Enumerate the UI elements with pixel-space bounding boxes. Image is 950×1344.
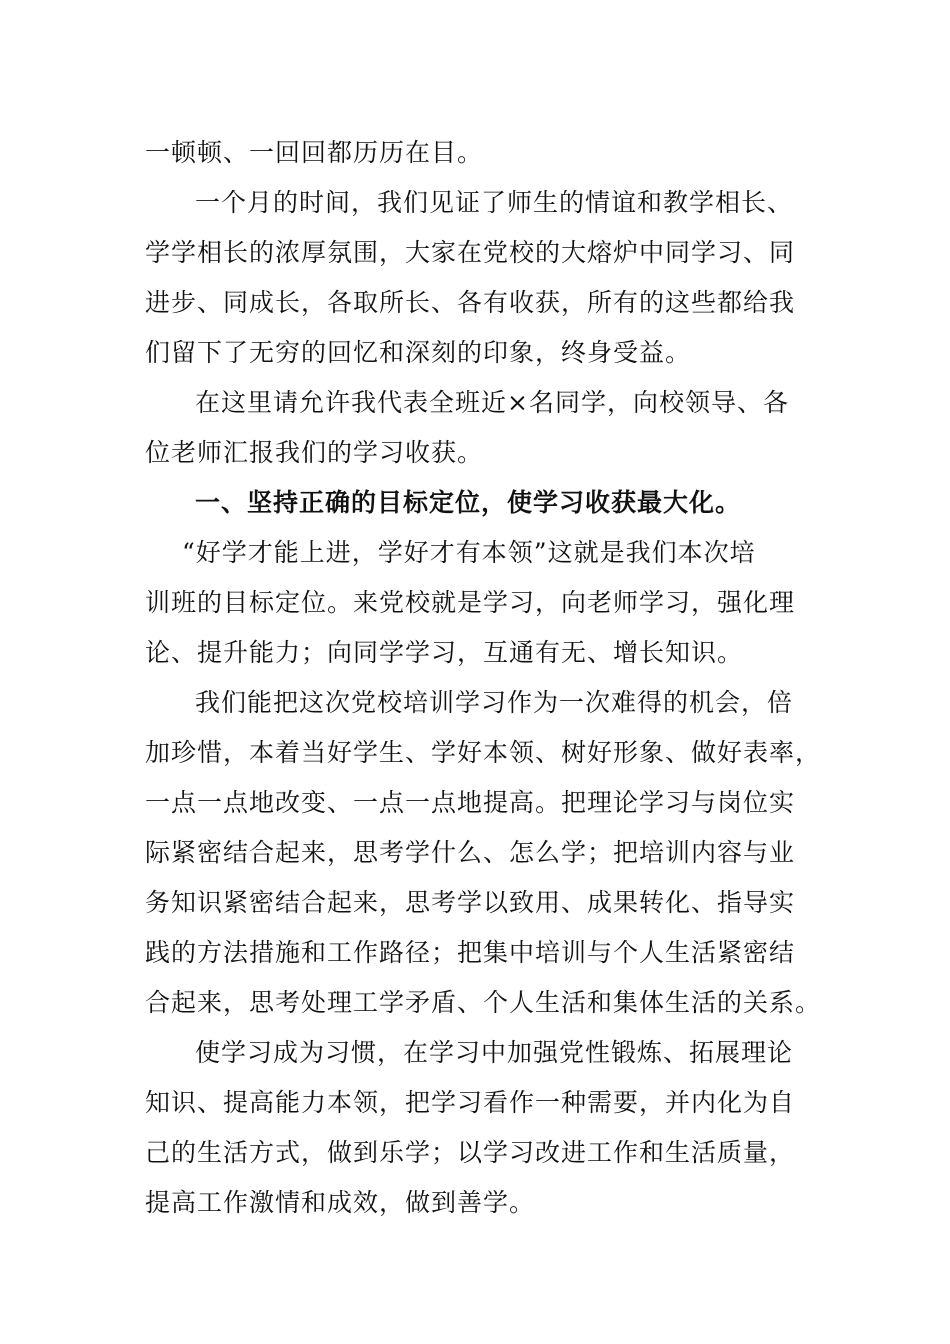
text-line-12: 我们能把这次党校培训学习作为一次难得的机会，倍: [195, 688, 794, 717]
text-line-3: 学学相长的浓厚氛围，大家在党校的大熔炉中同学习、同: [145, 238, 796, 267]
text-line-7: 位老师汇报我们的学习收获。: [145, 438, 484, 467]
text-line-2: 一个月的时间，我们见证了师生的情谊和教学相长、: [195, 188, 794, 217]
text-line-21: 己的生活方式，做到乐学；以学习改进工作和生活质量，: [145, 1138, 796, 1167]
text-line-22: 提高工作激情和成效，做到善学。: [145, 1188, 536, 1217]
text-line-18: 合起来，思考处理工学矛盾、个人生活和集体生活的关系。: [145, 988, 822, 1017]
text-line-10: 训班的目标定位。来党校就是学习，向老师学习，强化理: [145, 588, 796, 617]
text-line-9: “好学才能上进，学好才有本领”这就是我们本次培: [182, 538, 756, 567]
text-line-14: 一点一点地改变、一点一点地提高。把理论学习与岗位实: [145, 788, 796, 817]
text-line-5: 们留下了无穷的回忆和深刻的印象，终身受益。: [145, 338, 692, 367]
text-line-19: 使学习成为习惯，在学习中加强党性锻炼、拓展理论: [195, 1038, 794, 1067]
text-line-4: 进步、同成长，各取所长、各有收获，所有的这些都给我: [145, 288, 796, 317]
text-line-17: 践的方法措施和工作路径；把集中培训与个人生活紧密结: [145, 938, 796, 967]
text-line-11: 论、提升能力；向同学学习，互通有无、增长知识。: [145, 638, 744, 667]
text-line-6: 在这里请允许我代表全班近×名同学，向校领导、各: [195, 388, 789, 417]
text-line-15: 际紧密结合起来，思考学什么、怎么学；把培训内容与业: [145, 838, 796, 867]
text-line-1: 一顿顿、一回回都历历在目。: [145, 138, 484, 167]
text-line-20: 知识、提高能力本领，把学习看作一种需要，并内化为自: [145, 1088, 796, 1117]
text-line-16: 务知识紧密结合起来，思考学以致用、成果转化、指导实: [145, 888, 796, 917]
text-line-13: 加珍惜，本着当好学生、学好本领、树好形象、做好表率，: [145, 738, 822, 767]
section-heading: 一、坚持正确的目标定位，使学习收获最大化。: [195, 488, 742, 517]
